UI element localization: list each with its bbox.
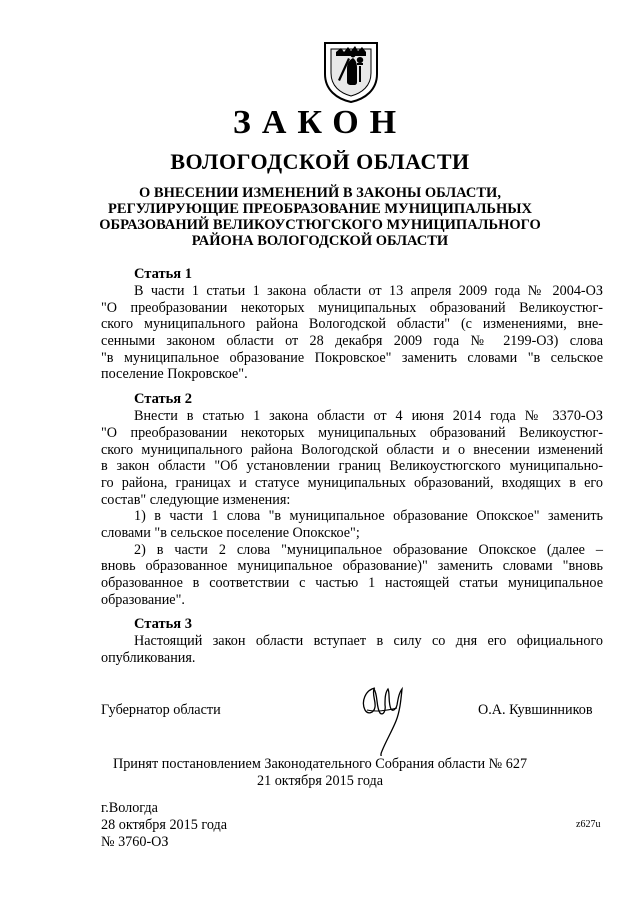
article-1-text-line: "в муниципальное образование Покровское" заменить словами "в сельское	[101, 350, 603, 366]
article-1-text-line: сенными законом области от 28 декабря 2009 года № 2199-ОЗ) слова	[101, 333, 603, 349]
city: г.Вологда	[101, 800, 158, 816]
article-1-text-line: ского муниципального района Вологодской области" (с изменениями, вне-	[101, 316, 603, 332]
article-2-heading: Статья 2	[134, 391, 192, 407]
law-subtitle-line: РЕГУЛИРУЮЩИЕ ПРЕОБРАЗОВАНИЕ МУНИЦИПАЛЬНЫХ	[108, 201, 532, 217]
article-2-text-line: го района, границах и статусе муниципальных образований, входящих в его	[101, 475, 603, 491]
region-title: ВОЛОГОДСКОЙ ОБЛАСТИ	[170, 149, 470, 174]
law-subtitle-line: РАЙОНА ВОЛОГОДСКОЙ ОБЛАСТИ	[191, 233, 449, 249]
article-3-heading: Статья 3	[134, 616, 192, 632]
article-2-text-line: в закон области "Об установлении границ Великоустюгского муниципально-	[101, 458, 603, 474]
adoption-date: 21 октября 2015 года	[256, 773, 384, 789]
article-2-text-line: словами "в сельское поселение Опокское";	[101, 525, 360, 541]
article-1-heading: Статья 1	[134, 266, 192, 282]
article-2-text-line: состав" следующие изменения:	[101, 492, 291, 508]
law-number: № 3760-ОЗ	[101, 834, 169, 850]
signing-date: 28 октября 2015 года	[101, 817, 228, 833]
article-2-text-line: Внести в статью 1 закона области от 4 июня 2014 года № 3370-ОЗ	[134, 408, 603, 424]
article-2-text-line: образование".	[101, 592, 185, 608]
article-2-text-line: образованное в соответствии с частью 1 настоящей статьи муниципальное	[101, 575, 603, 591]
adoption-line: Принят постановлением Законодательного Собрания области № 627	[112, 756, 528, 772]
law-subtitle-line: О ВНЕСЕНИИ ИЗМЕНЕНИЙ В ЗАКОНЫ ОБЛАСТИ,	[139, 185, 501, 201]
article-2-text-line: ского муниципального района Вологодской области и о внесении изменений	[101, 442, 603, 458]
article-2-text-line: вновь образованное муниципальное образование)" заменить словами "вновь	[101, 558, 603, 574]
article-3-text-line: Настоящий закон области вступает в силу со дня его официального	[134, 633, 603, 649]
document-title: ЗАКОН	[232, 104, 408, 141]
document-code: z627u	[576, 819, 601, 830]
article-1-text-line: В части 1 статьи 1 закона области от 13 апреля 2009 года № 2004-ОЗ	[134, 283, 603, 299]
article-1-text-line: "О преобразовании некоторых муниципальных образований Великоустюг-	[101, 300, 603, 316]
law-subtitle-line: ОБРАЗОВАНИЙ ВЕЛИКОУСТЮГСКОГО МУНИЦИПАЛЬНОГО	[99, 217, 541, 233]
governor-position: Губернатор области	[101, 702, 221, 718]
coat-of-arms-icon	[322, 40, 380, 104]
handwritten-signature	[355, 680, 415, 756]
article-2-text-line: 2) в части 2 слова "муниципальное образование Опокское (далее –	[134, 542, 603, 558]
article-3-text-line: опубликования.	[101, 650, 196, 666]
governor-name: О.А. Кувшинников	[478, 702, 593, 718]
article-1-text-line: поселение Покровское".	[101, 366, 248, 382]
article-2-text-line: 1) в части 1 слова "в муниципальное образование Опокское" заменить	[134, 508, 603, 524]
article-2-text-line: "О преобразовании некоторых муниципальных образований Великоустюг-	[101, 425, 603, 441]
